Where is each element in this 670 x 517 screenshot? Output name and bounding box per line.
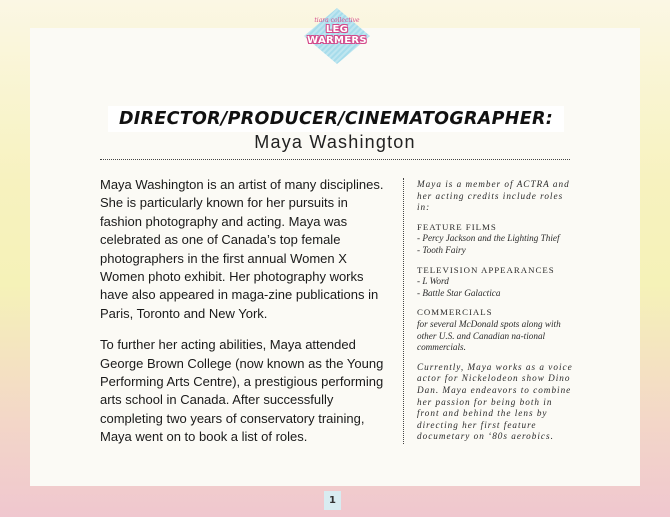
heading-bar xyxy=(108,106,564,132)
biography-paragraph: To further her acting abilities, Maya attended George Brown College (now known as the Young Performing Arts Centre), a prestigious performing arts school in Canada. After successfully completing two years of conservatory training, Maya went on to book a list of roles. xyxy=(100,337,384,445)
section-title-commercials: COMMERCIALS xyxy=(417,307,493,318)
page-number: 1 xyxy=(324,491,341,510)
page-title: DIRECTOR/PRODUCER/CINEMATOGRAPHER: xyxy=(118,109,554,129)
credits-intro: Maya is a member of ACTRA and her acting credits include roles in: xyxy=(417,179,570,213)
credits-sidebar xyxy=(417,179,577,443)
biography-column xyxy=(100,176,392,460)
horizontal-divider xyxy=(100,159,570,160)
logo-title: LEG WARMERS xyxy=(307,24,367,46)
credit-item: - Percy Jackson and the Lighting Thief xyxy=(417,233,560,244)
person-name: Maya Washington xyxy=(254,132,416,152)
leg-warmers-logo xyxy=(300,6,374,68)
section-title-television: TELEVISION APPEARANCES xyxy=(417,264,555,275)
biography-paragraph: Maya Washington is an artist of many disciplines. She is particularly known for her pursuits in fashion photography and acting. Maya was celebrated as one of Canada’s top female photographers in the first annual Women X Women photo exhibit. Her photography works have also appeared in maga-zine publications in Paris, Toronto and New York. xyxy=(100,177,384,321)
logo-subtitle: tiara collective xyxy=(314,17,360,24)
credit-item: - L Word xyxy=(417,276,449,287)
commercials-text: for several McDonald spots along with other U.S. and Canadian na-tional commercials. xyxy=(417,318,561,353)
vertical-divider xyxy=(403,178,404,444)
credit-item: - Battle Star Galactica xyxy=(417,287,501,298)
closing-text: Currently, Maya works as a voice actor for Nickelodeon show Dino Dan. Maya endeavors to combine her passion for being both in front and behind the lens by directing her first feature documetary on ‘80s aerobics. xyxy=(417,361,573,442)
section-title-feature-films: FEATURE FILMS xyxy=(417,221,497,232)
credit-item: - Tooth Fairy xyxy=(417,244,466,255)
